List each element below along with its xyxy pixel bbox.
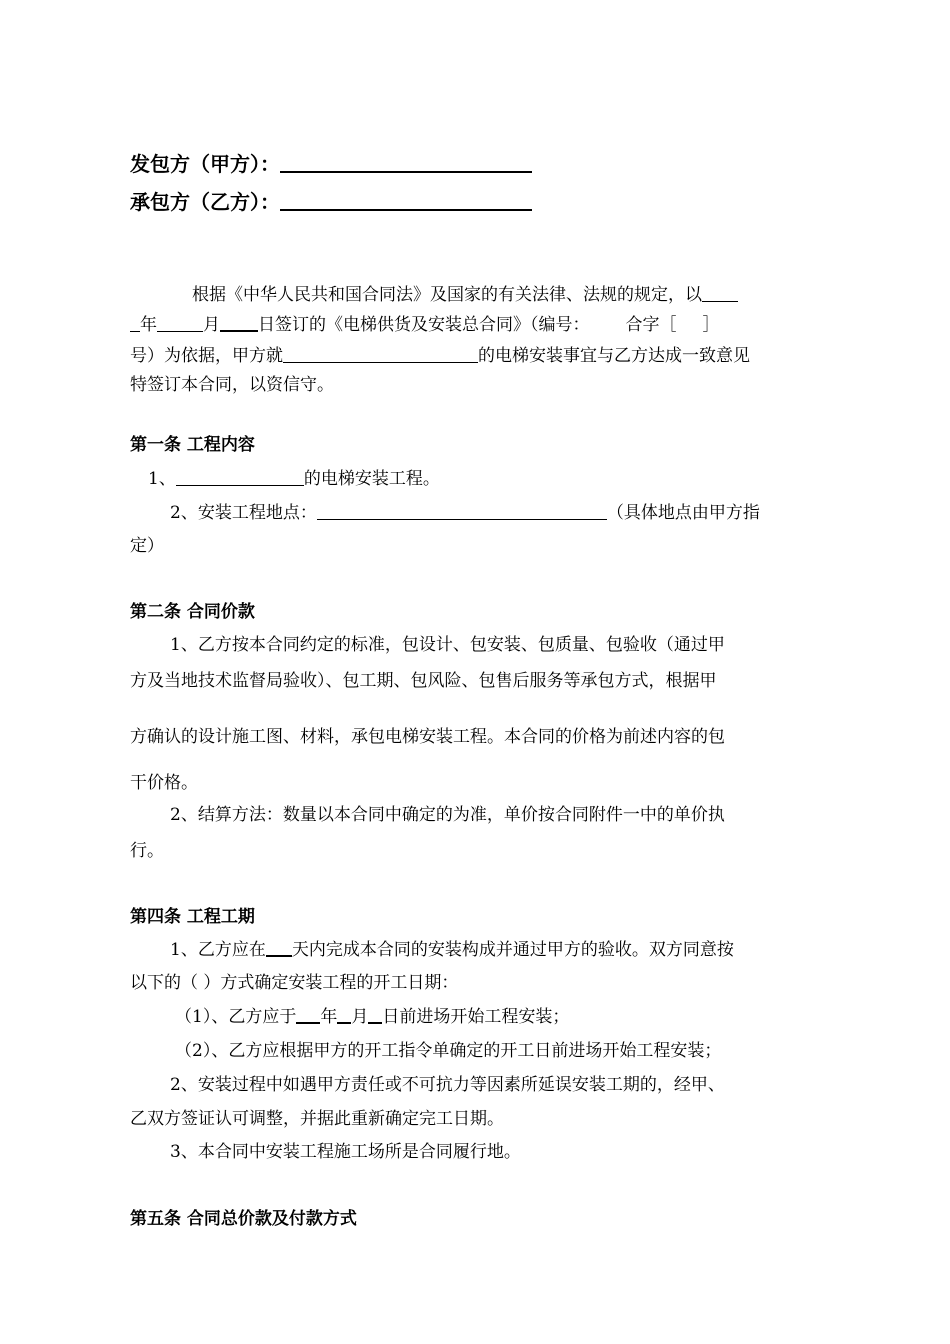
days-blank[interactable]	[266, 941, 292, 957]
year-blank-cont[interactable]	[130, 317, 140, 332]
item-text: 方确认的设计施工图、材料，承包	[130, 727, 385, 747]
item-text: 天内完成本合同的安装构成并通过甲方的验收。双方同意按	[291, 940, 734, 960]
item-text: 日前进场开始工程安装；	[382, 1007, 570, 1027]
day-blank[interactable]	[220, 316, 258, 332]
item-text: 2、安装工程地点：	[170, 503, 317, 523]
item-text: 1、乙方应在	[170, 940, 266, 960]
start-month-blank[interactable]	[337, 1008, 351, 1024]
party-a-label: 发包方（甲方）：	[130, 152, 280, 176]
month-label: 月	[203, 315, 220, 335]
project-blank[interactable]	[283, 348, 478, 363]
party-a-blank[interactable]	[280, 153, 532, 173]
location-blank[interactable]	[317, 505, 607, 520]
preamble-text: 根据《中华人民共和国合同法》及国家的有关法律、法规的规定，以	[192, 285, 702, 305]
article-2-title: 第二条 合同价款	[130, 602, 255, 622]
contract-no-bracket: ］	[702, 315, 720, 335]
year-label: 年	[320, 1007, 338, 1027]
year-label: 年	[140, 315, 157, 335]
article-1-title: 第一条 工程内容	[130, 435, 255, 455]
preamble-text: 号）为依据，甲方就	[130, 346, 283, 366]
art2-para-1-line-1: 1、乙方按本合同约定的标准，包设计、包安装、包质量、包验收（通过甲	[170, 635, 725, 655]
contract-ref-text: 日签订的《电梯供货及安装总合同》（编号：	[258, 315, 590, 335]
start-year-blank[interactable]	[296, 1008, 320, 1024]
art2-para-2-line-1: 2、结算方法：数量以本合同中确定的为准，单价按合同附件一中的单价执	[170, 805, 725, 825]
art1-item-2	[170, 498, 760, 523]
item-text: 的电梯安装工程。	[303, 469, 440, 489]
preamble-line-4: 特签订本合同，以资信守。	[130, 375, 334, 395]
art4-option-1	[175, 1002, 569, 1027]
art2-para-1-line-4: 干价格。	[130, 773, 198, 793]
art2-para-1-line-2: 方及当地技术监督局验收）、包工期、包风险、包售后服务等承包方式，根据甲	[130, 671, 717, 691]
preamble-line-2	[130, 310, 720, 335]
year-blank[interactable]	[702, 287, 738, 302]
party-b-blank[interactable]	[280, 191, 532, 211]
art1-item-2-cont: 定）	[130, 536, 164, 556]
preamble-text: 的电梯安装事宜与乙方达成一致意见	[478, 346, 750, 366]
art4-para-1-line-1	[170, 935, 734, 960]
preamble-line-1	[192, 280, 738, 305]
art4-para-3: 3、本合同中安装工程施工场所是合同履行地。	[170, 1142, 521, 1162]
contract-no-label: 合字［	[625, 315, 677, 335]
party-b-line	[130, 186, 532, 215]
article-4-title: 第四条 工程工期	[130, 907, 255, 927]
party-b-label: 承包方（乙方）：	[130, 190, 280, 214]
month-label: 月	[351, 1007, 369, 1027]
project-name-blank[interactable]	[176, 471, 304, 486]
month-blank[interactable]	[157, 317, 203, 332]
party-a-line	[130, 148, 532, 177]
art4-para-2-line-1: 2、安装过程中如遇甲方责任或不可抗力等因素所延误安装工期的，经甲、	[170, 1075, 725, 1095]
art2-para-2-line-2: 行。	[130, 841, 164, 861]
article-5-title: 第五条 合同总价款及付款方式	[130, 1209, 357, 1229]
art2-para-1-line-3	[130, 722, 725, 747]
item-number: 1、	[148, 469, 176, 489]
item-text: （1）、乙方应于	[175, 1007, 297, 1027]
item-text: 安装工程。本合同的价格为前述内容的包	[419, 727, 725, 747]
art4-para-1-line-2: 以下的（ ）方式确定安装工程的开工日期：	[130, 973, 459, 993]
art4-option-2: （2）、乙方应根据甲方的开工指令单确定的开工日前进场开始工程安装；	[175, 1041, 722, 1061]
start-day-blank[interactable]	[368, 1008, 382, 1024]
item-text: （具体地点由甲方指	[606, 503, 760, 523]
preamble-line-3	[130, 341, 750, 366]
elevator-word: 电梯	[385, 727, 419, 747]
art1-item-1	[148, 464, 440, 489]
art4-para-2-line-2: 乙双方签证认可调整，并据此重新确定完工日期。	[130, 1109, 504, 1129]
